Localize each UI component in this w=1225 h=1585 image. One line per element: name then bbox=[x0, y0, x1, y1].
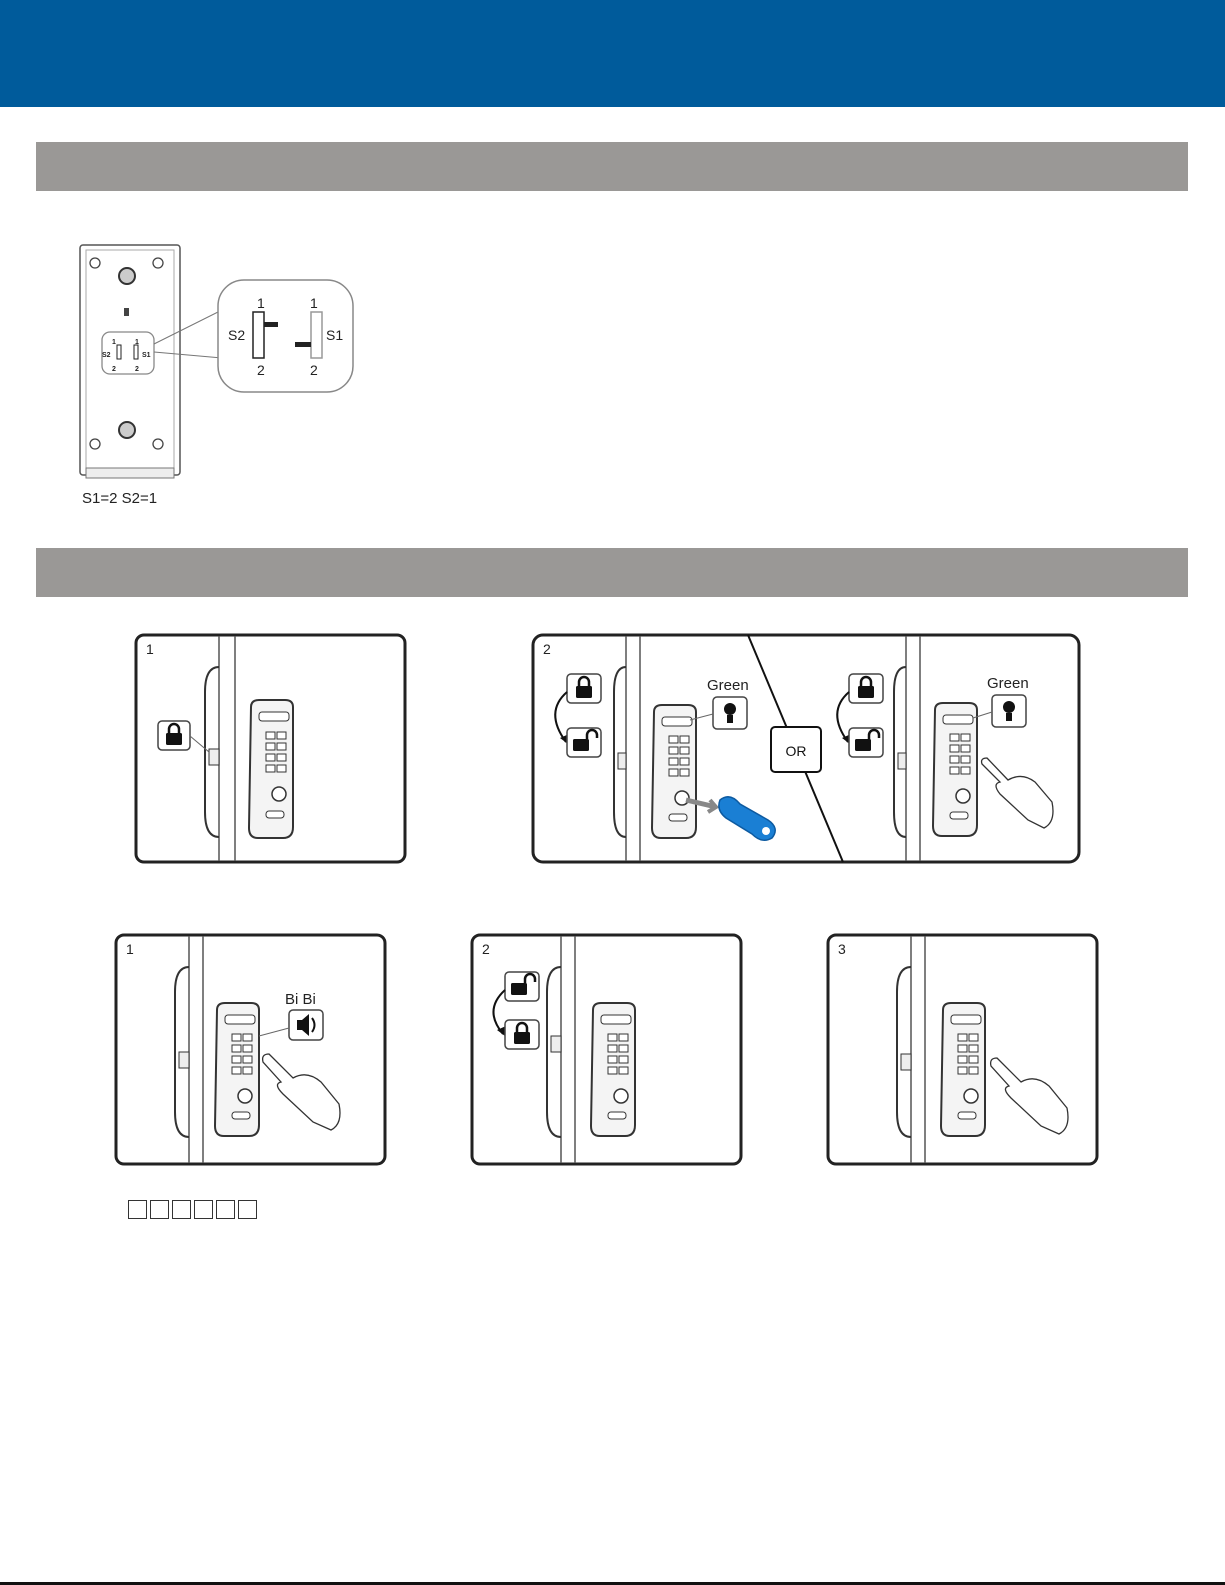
step-number: 1 bbox=[126, 941, 134, 957]
dip-switch-diagram bbox=[60, 230, 370, 520]
diagram-label: 2 bbox=[112, 366, 116, 373]
speaker-icon bbox=[289, 1010, 323, 1040]
diagram-label: 2 bbox=[310, 362, 318, 378]
missing-glyph-box bbox=[216, 1200, 235, 1219]
step-number: 1 bbox=[146, 641, 154, 657]
step-number: 2 bbox=[482, 941, 490, 957]
keypad-lock-icon bbox=[215, 1003, 259, 1136]
diagram-label: S2 bbox=[102, 352, 111, 359]
led-bulb-icon bbox=[992, 695, 1026, 727]
unlock-step-2-panel bbox=[469, 932, 745, 1168]
led-color-label: Green bbox=[987, 675, 1029, 692]
diagram-label: 2 bbox=[135, 366, 139, 373]
diagram-label: 1 bbox=[112, 339, 116, 346]
diagram-label: 1 bbox=[310, 295, 318, 311]
missing-glyph-box bbox=[172, 1200, 191, 1219]
keypad-lock-icon bbox=[933, 703, 977, 836]
unlock-step-3-panel bbox=[825, 932, 1101, 1168]
padlock-locked-icon bbox=[567, 674, 601, 703]
diagram-label: 1 bbox=[257, 295, 265, 311]
unrendered-glyphs bbox=[128, 1200, 257, 1219]
diagram-label: S1 bbox=[142, 352, 151, 359]
diagram-label: 1 bbox=[135, 339, 139, 346]
beep-label: Bi Bi bbox=[285, 991, 316, 1008]
missing-glyph-box bbox=[194, 1200, 213, 1219]
padlock-locked-icon bbox=[849, 674, 883, 703]
keypad-lock-icon bbox=[652, 705, 696, 838]
missing-glyph-box bbox=[128, 1200, 147, 1219]
section-header-bar bbox=[36, 142, 1188, 191]
padlock-locked-icon bbox=[505, 1020, 539, 1049]
led-color-label: Green bbox=[707, 677, 749, 694]
section-header-bar bbox=[36, 548, 1188, 597]
padlock-unlocked-icon bbox=[849, 728, 883, 757]
diagram-label: 2 bbox=[257, 362, 265, 378]
unlock-step-1-panel bbox=[113, 932, 389, 1168]
switch-caption: S1=2 S2=1 bbox=[82, 490, 158, 507]
diagram-label: OR bbox=[785, 743, 807, 759]
header-banner bbox=[0, 0, 1225, 107]
missing-glyph-box bbox=[238, 1200, 257, 1219]
s1-label: S1 bbox=[326, 327, 344, 343]
padlock-locked-icon bbox=[158, 721, 190, 750]
padlock-unlocked-icon bbox=[505, 972, 539, 1001]
keypad-lock-icon bbox=[591, 1003, 635, 1136]
lock-step-1-panel bbox=[133, 632, 409, 866]
padlock-unlocked-icon bbox=[567, 728, 601, 757]
lock-step-2-panel bbox=[530, 632, 1082, 866]
step-number: 3 bbox=[838, 941, 846, 957]
switch-s1 bbox=[311, 312, 322, 358]
s2-label: S2 bbox=[228, 327, 246, 343]
keypad-lock-icon bbox=[941, 1003, 985, 1136]
switch-s2 bbox=[253, 312, 264, 358]
step-number: 2 bbox=[543, 641, 551, 657]
missing-glyph-box bbox=[150, 1200, 169, 1219]
led-bulb-icon bbox=[713, 697, 747, 729]
keypad-lock-icon bbox=[249, 700, 293, 838]
